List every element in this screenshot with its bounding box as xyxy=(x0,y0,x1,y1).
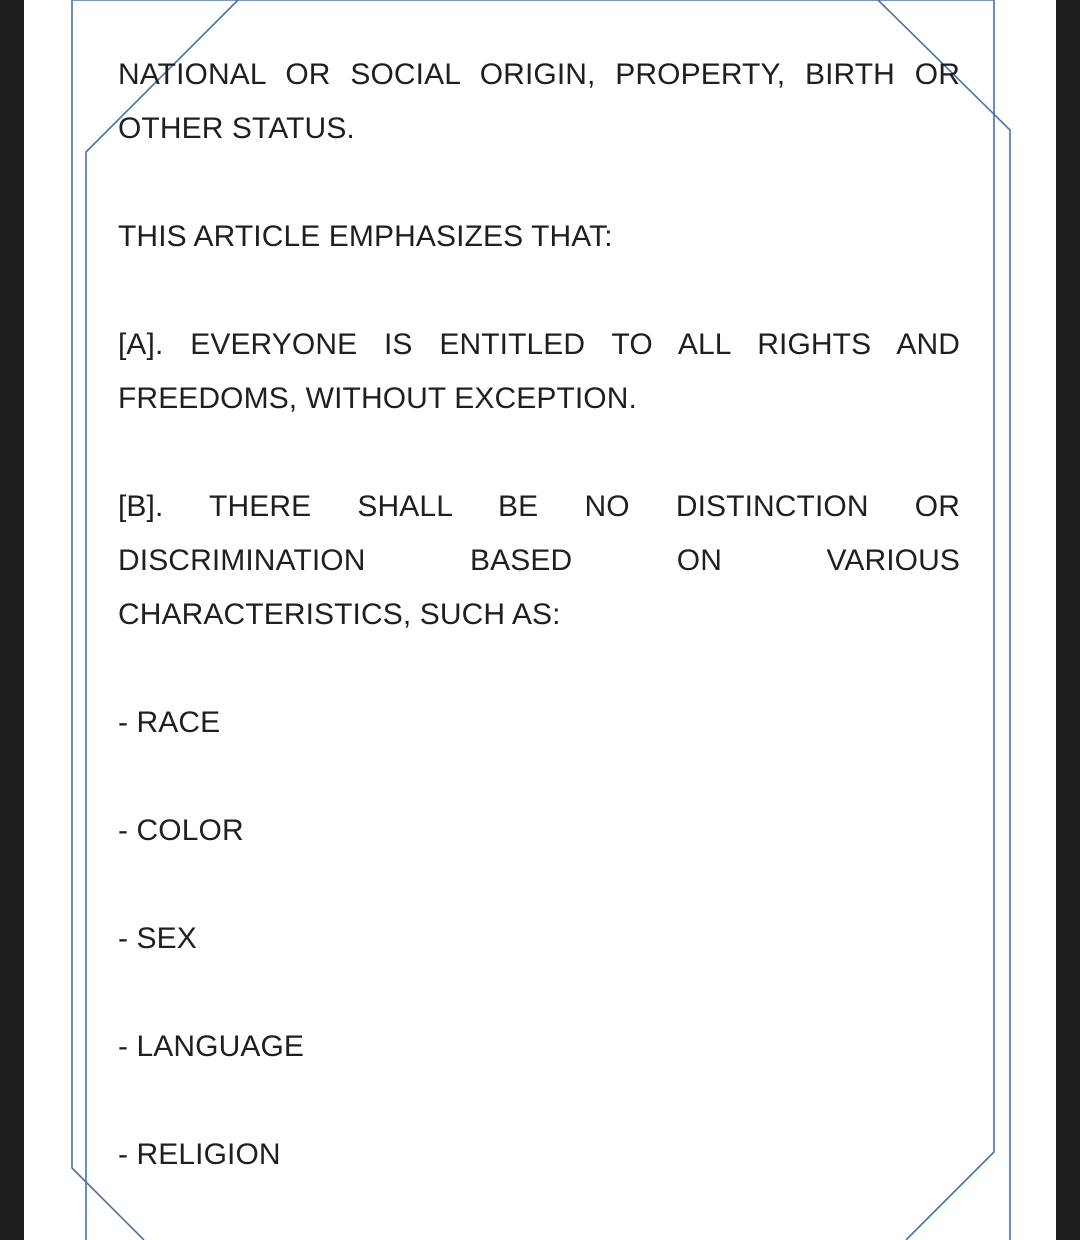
paragraph-article-intro: THIS ARTICLE EMPHASIZES THAT: xyxy=(118,220,613,253)
list-item-color: - COLOR xyxy=(118,814,244,847)
list-item-race: - RACE xyxy=(118,706,221,739)
list-item-language: - LANGUAGE xyxy=(118,1030,305,1063)
list-item-sex: - SEX xyxy=(118,922,197,955)
paragraph-continuation: NATIONAL OR SOCIAL ORIGIN, PROPERTY, BIRTH OR OTHER STATUS. xyxy=(118,58,960,145)
document-page xyxy=(24,0,1056,1240)
list-item-religion: - RELIGION xyxy=(118,1138,281,1171)
document-body xyxy=(118,48,960,1236)
paragraph-point-a: [A]. EVERYONE IS ENTITLED TO ALL RIGHTS AND FREEDOMS, WITHOUT EXCEPTION. xyxy=(118,328,960,415)
paragraph-point-b: [B]. THERE SHALL BE NO DISTINCTION OR DISCRIMINATION BASED ON VARIOUS CHARACTERISTICS, SUCH AS: xyxy=(118,490,960,631)
